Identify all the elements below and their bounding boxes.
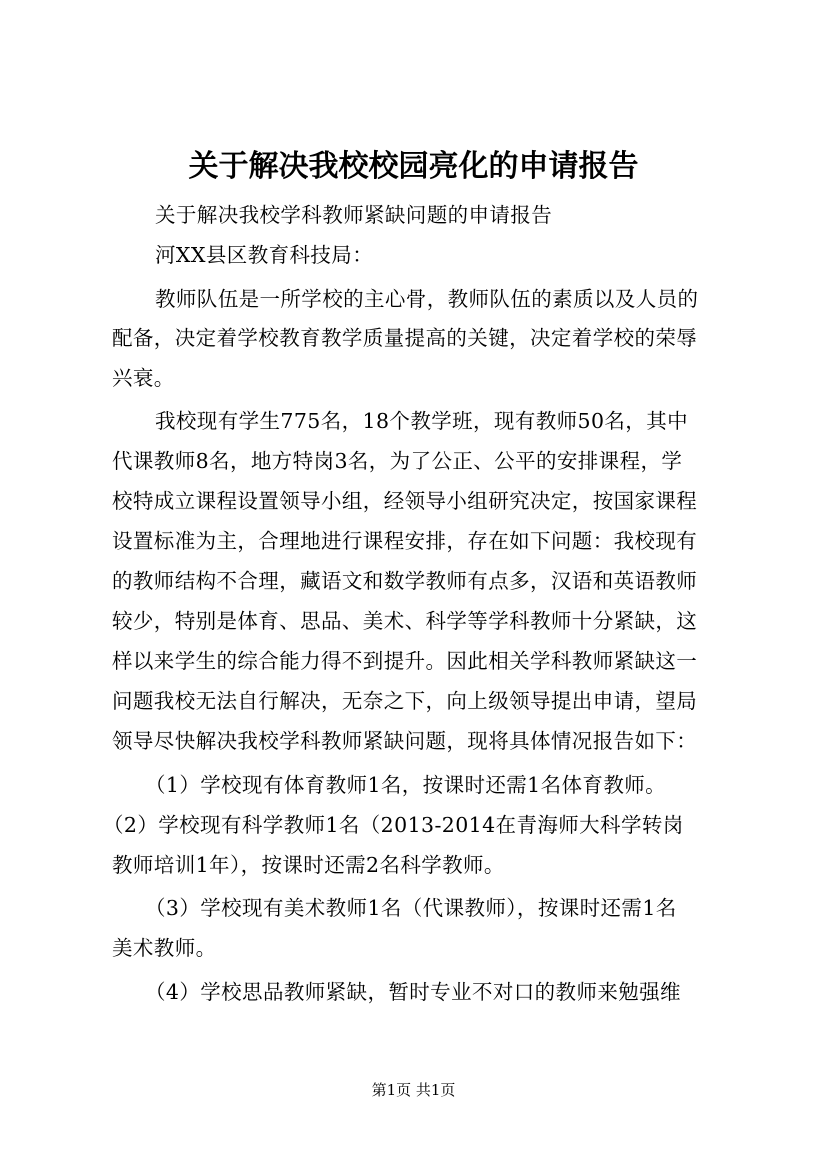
addressee-line: 河XX县区教育科技局： [155,243,374,267]
subject-line: 关于解决我校学科教师紧缺问题的申请报告 [155,203,553,227]
page-number-footer: 第1页 共1页 [371,1081,456,1099]
body-line: 兴衰。 [112,366,175,390]
body-line: 的教师结构不合理，藏语文和数学教师有点多，汉语和英语教师 [112,569,698,593]
body-line: 样以来学生的综合能力得不到提升。因此相关学科教师紧缺这一 [112,649,698,673]
list-item: 美术教师。 [112,936,217,960]
list-item: （3）学校现有美术教师1名（代课教师），按课时还需1名 [145,896,677,920]
body-line: 校特成立课程设置领导小组，经领导小组研究决定，按国家课程 [112,489,698,513]
list-item: 教师培训1年），按课时还需2名科学教师。 [112,853,505,877]
body-line: 较少，特别是体育、思品、美术、科学等学科教师十分紧缺，这 [112,609,698,633]
list-item: （1）学校现有体育教师1名，按课时还需1名体育教师。 [145,773,667,797]
body-line: 问题我校无法自行解决，无奈之下，向上级领导提出申请，望局 [112,689,698,713]
list-item: （4）学校思品教师紧缺，暂时专业不对口的教师来勉强维 [145,980,681,1004]
body-line: 我校现有学生775名，18个教学班，现有教师50名，其中 [155,409,688,433]
document-title: 关于解决我校校园亮化的申请报告 [188,149,639,184]
body-line: 领导尽快解决我校学科教师紧缺问题，现将具体情况报告如下： [112,729,698,753]
body-line: 教师队伍是一所学校的主心骨，教师队伍的素质以及人员的 [155,287,699,311]
body-line: 代课教师8名，地方特岗3名，为了公正、公平的安排课程，学 [112,449,683,473]
body-line: 配备，决定着学校教育教学质量提高的关键，决定着学校的荣辱 [112,326,698,350]
body-line: 设置标准为主，合理地进行课程安排，存在如下问题：我校现有 [112,529,698,553]
list-item: （2）学校现有科学教师1名（2013-2014在青海师大科学转岗 [103,813,684,837]
